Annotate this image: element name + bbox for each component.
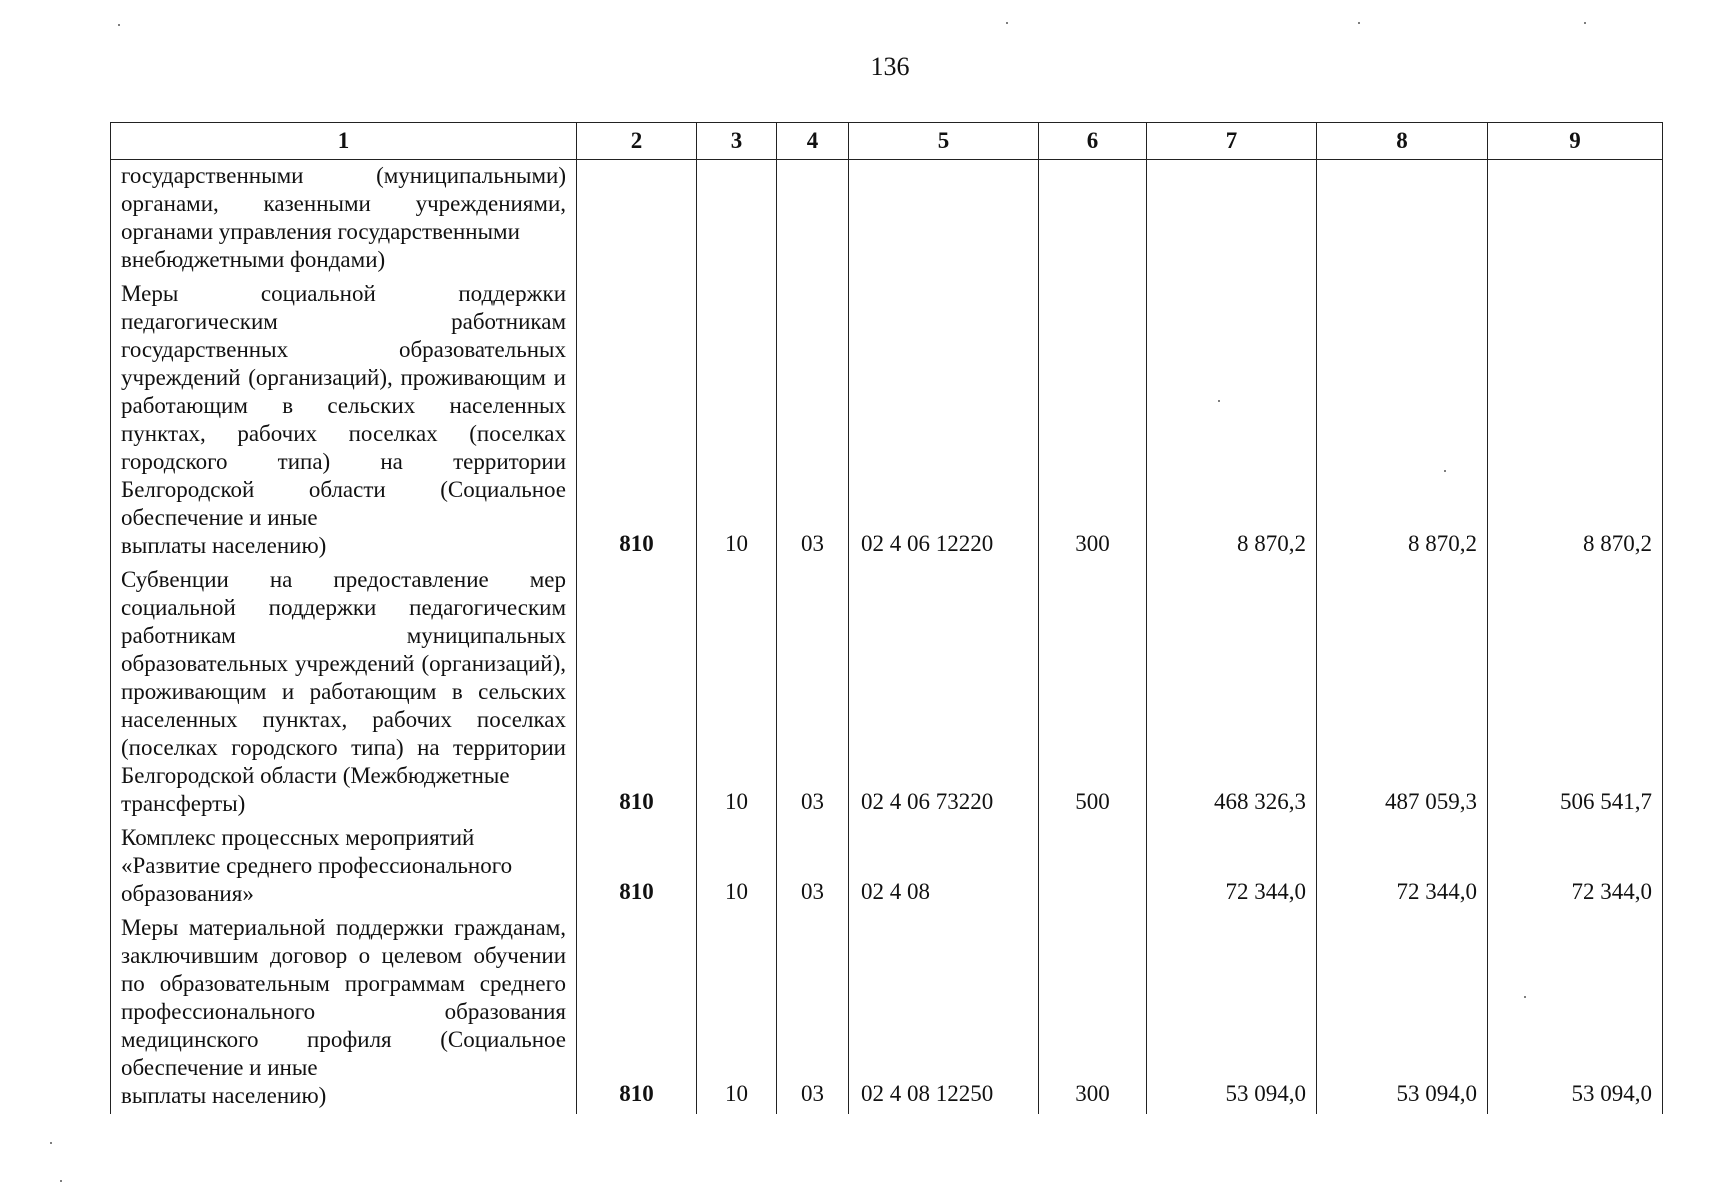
row-ministry-code: 810 xyxy=(577,564,697,822)
row-name-line: внебюджетными фондами) xyxy=(121,247,386,272)
row-name-line: Белгородской области (Межбюджетные xyxy=(121,763,510,788)
row-name-line: (Социальное обеспечение и иные xyxy=(121,1027,566,1080)
row-expense-type xyxy=(1039,822,1147,912)
row-section xyxy=(697,160,777,279)
page-number: 136 xyxy=(870,52,910,81)
row-amount-year1: 468 326,3 xyxy=(1147,564,1317,822)
row-expense-type: 300 xyxy=(1039,278,1147,564)
row-amount-year3: 53 094,0 xyxy=(1488,912,1663,1114)
row-name-line: (поселках городского типа) на xyxy=(121,421,566,474)
scan-speck xyxy=(1524,996,1526,998)
row-subsection: 03 xyxy=(777,822,849,912)
header-col-5: 5 xyxy=(849,123,1039,160)
scan-speck xyxy=(1006,22,1008,24)
row-expense-type: 300 xyxy=(1039,912,1147,1114)
row-name-line: трансферты) xyxy=(121,791,246,816)
row-name-line: образования» xyxy=(121,881,254,906)
header-col-6: 6 xyxy=(1039,123,1147,160)
row-ministry-code: 810 xyxy=(577,822,697,912)
row-name-line: социальной поддержки педагогическим xyxy=(121,595,566,620)
row-name-line: городского типа) на территории xyxy=(231,735,566,760)
scan-speck xyxy=(1358,22,1360,24)
row-name-line: педагогическим работникам xyxy=(121,309,566,334)
row-name-line: выплаты населению) xyxy=(121,533,327,558)
row-amount-year2: 53 094,0 xyxy=(1317,912,1488,1114)
row-amount-year3: 8 870,2 xyxy=(1488,278,1663,564)
row-name-line: населенных пунктах, рабочих поселках xyxy=(121,393,566,446)
scan-speck xyxy=(118,24,120,26)
row-expense-type xyxy=(1039,160,1147,279)
row-name-line: образования медицинского профиля xyxy=(121,999,566,1052)
row-amount-year2: 72 344,0 xyxy=(1317,822,1488,912)
row-name-line: целевом обучении по образовательным xyxy=(121,943,566,996)
table-row xyxy=(111,564,1663,822)
scan-speck xyxy=(1218,400,1220,402)
row-name-line: (организаций), проживающим и xyxy=(121,651,566,704)
row-name-line: (Социальное обеспечение и иные xyxy=(121,477,566,530)
row-target-article: 02 4 08 12250 xyxy=(849,912,1039,1114)
scan-speck xyxy=(60,1180,62,1182)
row-amount-year2 xyxy=(1317,160,1488,279)
scan-speck xyxy=(1444,470,1446,472)
row-subsection: 03 xyxy=(777,564,849,822)
header-col-8: 8 xyxy=(1317,123,1488,160)
row-amount-year3 xyxy=(1488,160,1663,279)
row-ministry-code: 810 xyxy=(577,912,697,1114)
row-name-line: «Развитие среднего профессионального xyxy=(121,853,513,878)
header-col-9: 9 xyxy=(1488,123,1663,160)
row-section: 10 xyxy=(697,564,777,822)
row-name-line: Меры материальной поддержки xyxy=(121,915,455,940)
row-name-line: образовательных учреждений xyxy=(121,651,422,676)
row-target-article: 02 4 06 73220 xyxy=(849,564,1039,822)
row-name-line: работникам муниципальных xyxy=(121,623,566,648)
row-name-line: выплаты населению) xyxy=(121,1083,327,1108)
row-name xyxy=(111,278,577,564)
row-amount-year2: 8 870,2 xyxy=(1317,278,1488,564)
budget-table xyxy=(110,122,1663,1114)
row-amount-year3: 506 541,7 xyxy=(1488,564,1663,822)
row-name-line: учреждений (организаций), xyxy=(121,365,401,390)
row-section: 10 xyxy=(697,278,777,564)
row-amount-year1: 8 870,2 xyxy=(1147,278,1317,564)
table-row xyxy=(111,912,1663,1114)
row-name-line: Меры социальной поддержки xyxy=(121,281,566,306)
row-target-article xyxy=(849,160,1039,279)
row-name-line: органами управления государственными xyxy=(121,219,520,244)
row-target-article: 02 4 06 12220 xyxy=(849,278,1039,564)
row-ministry-code xyxy=(577,160,697,279)
row-name xyxy=(111,160,577,279)
row-name xyxy=(111,912,577,1114)
row-name-line: программам среднего профессионального xyxy=(121,971,566,1024)
row-name-line: пунктах, рабочих поселках (поселках xyxy=(121,707,566,760)
table-body xyxy=(111,160,1663,1115)
header-col-7: 7 xyxy=(1147,123,1317,160)
row-section: 10 xyxy=(697,912,777,1114)
row-amount-year3: 72 344,0 xyxy=(1488,822,1663,912)
row-amount-year1 xyxy=(1147,160,1317,279)
row-name-line: гражданам, заключившим договор о xyxy=(121,915,566,968)
table-row xyxy=(111,160,1663,279)
table-row xyxy=(111,822,1663,912)
row-amount-year1: 72 344,0 xyxy=(1147,822,1317,912)
header-col-2: 2 xyxy=(577,123,697,160)
header-col-3: 3 xyxy=(697,123,777,160)
table-header xyxy=(111,123,1663,160)
row-name-line: Комплекс процессных мероприятий xyxy=(121,825,475,850)
row-name-line: проживающим и работающим в сельских xyxy=(121,365,566,418)
row-amount-year1: 53 094,0 xyxy=(1147,912,1317,1114)
scan-speck xyxy=(1584,22,1586,24)
table-row xyxy=(111,278,1663,564)
row-name-line: государственных образовательных xyxy=(121,337,566,362)
scan-speck xyxy=(50,1142,52,1144)
row-name-line: территории Белгородской области xyxy=(121,449,566,502)
header-row xyxy=(111,123,1663,160)
row-name-line: органами, казенными учреждениями, xyxy=(121,191,566,216)
header-col-4: 4 xyxy=(777,123,849,160)
row-subsection: 03 xyxy=(777,912,849,1114)
row-subsection: 03 xyxy=(777,278,849,564)
row-name xyxy=(111,822,577,912)
row-target-article: 02 4 08 xyxy=(849,822,1039,912)
row-ministry-code: 810 xyxy=(577,278,697,564)
row-name xyxy=(111,564,577,822)
row-name-line: государственными (муниципальными) xyxy=(121,163,566,188)
row-name-line: Субвенции на предоставление мер xyxy=(121,567,566,592)
row-amount-year2: 487 059,3 xyxy=(1317,564,1488,822)
row-section: 10 xyxy=(697,822,777,912)
header-col-1: 1 xyxy=(111,123,577,160)
row-expense-type: 500 xyxy=(1039,564,1147,822)
row-subsection xyxy=(777,160,849,279)
row-name-line: работающим в сельских населенных xyxy=(121,679,567,732)
